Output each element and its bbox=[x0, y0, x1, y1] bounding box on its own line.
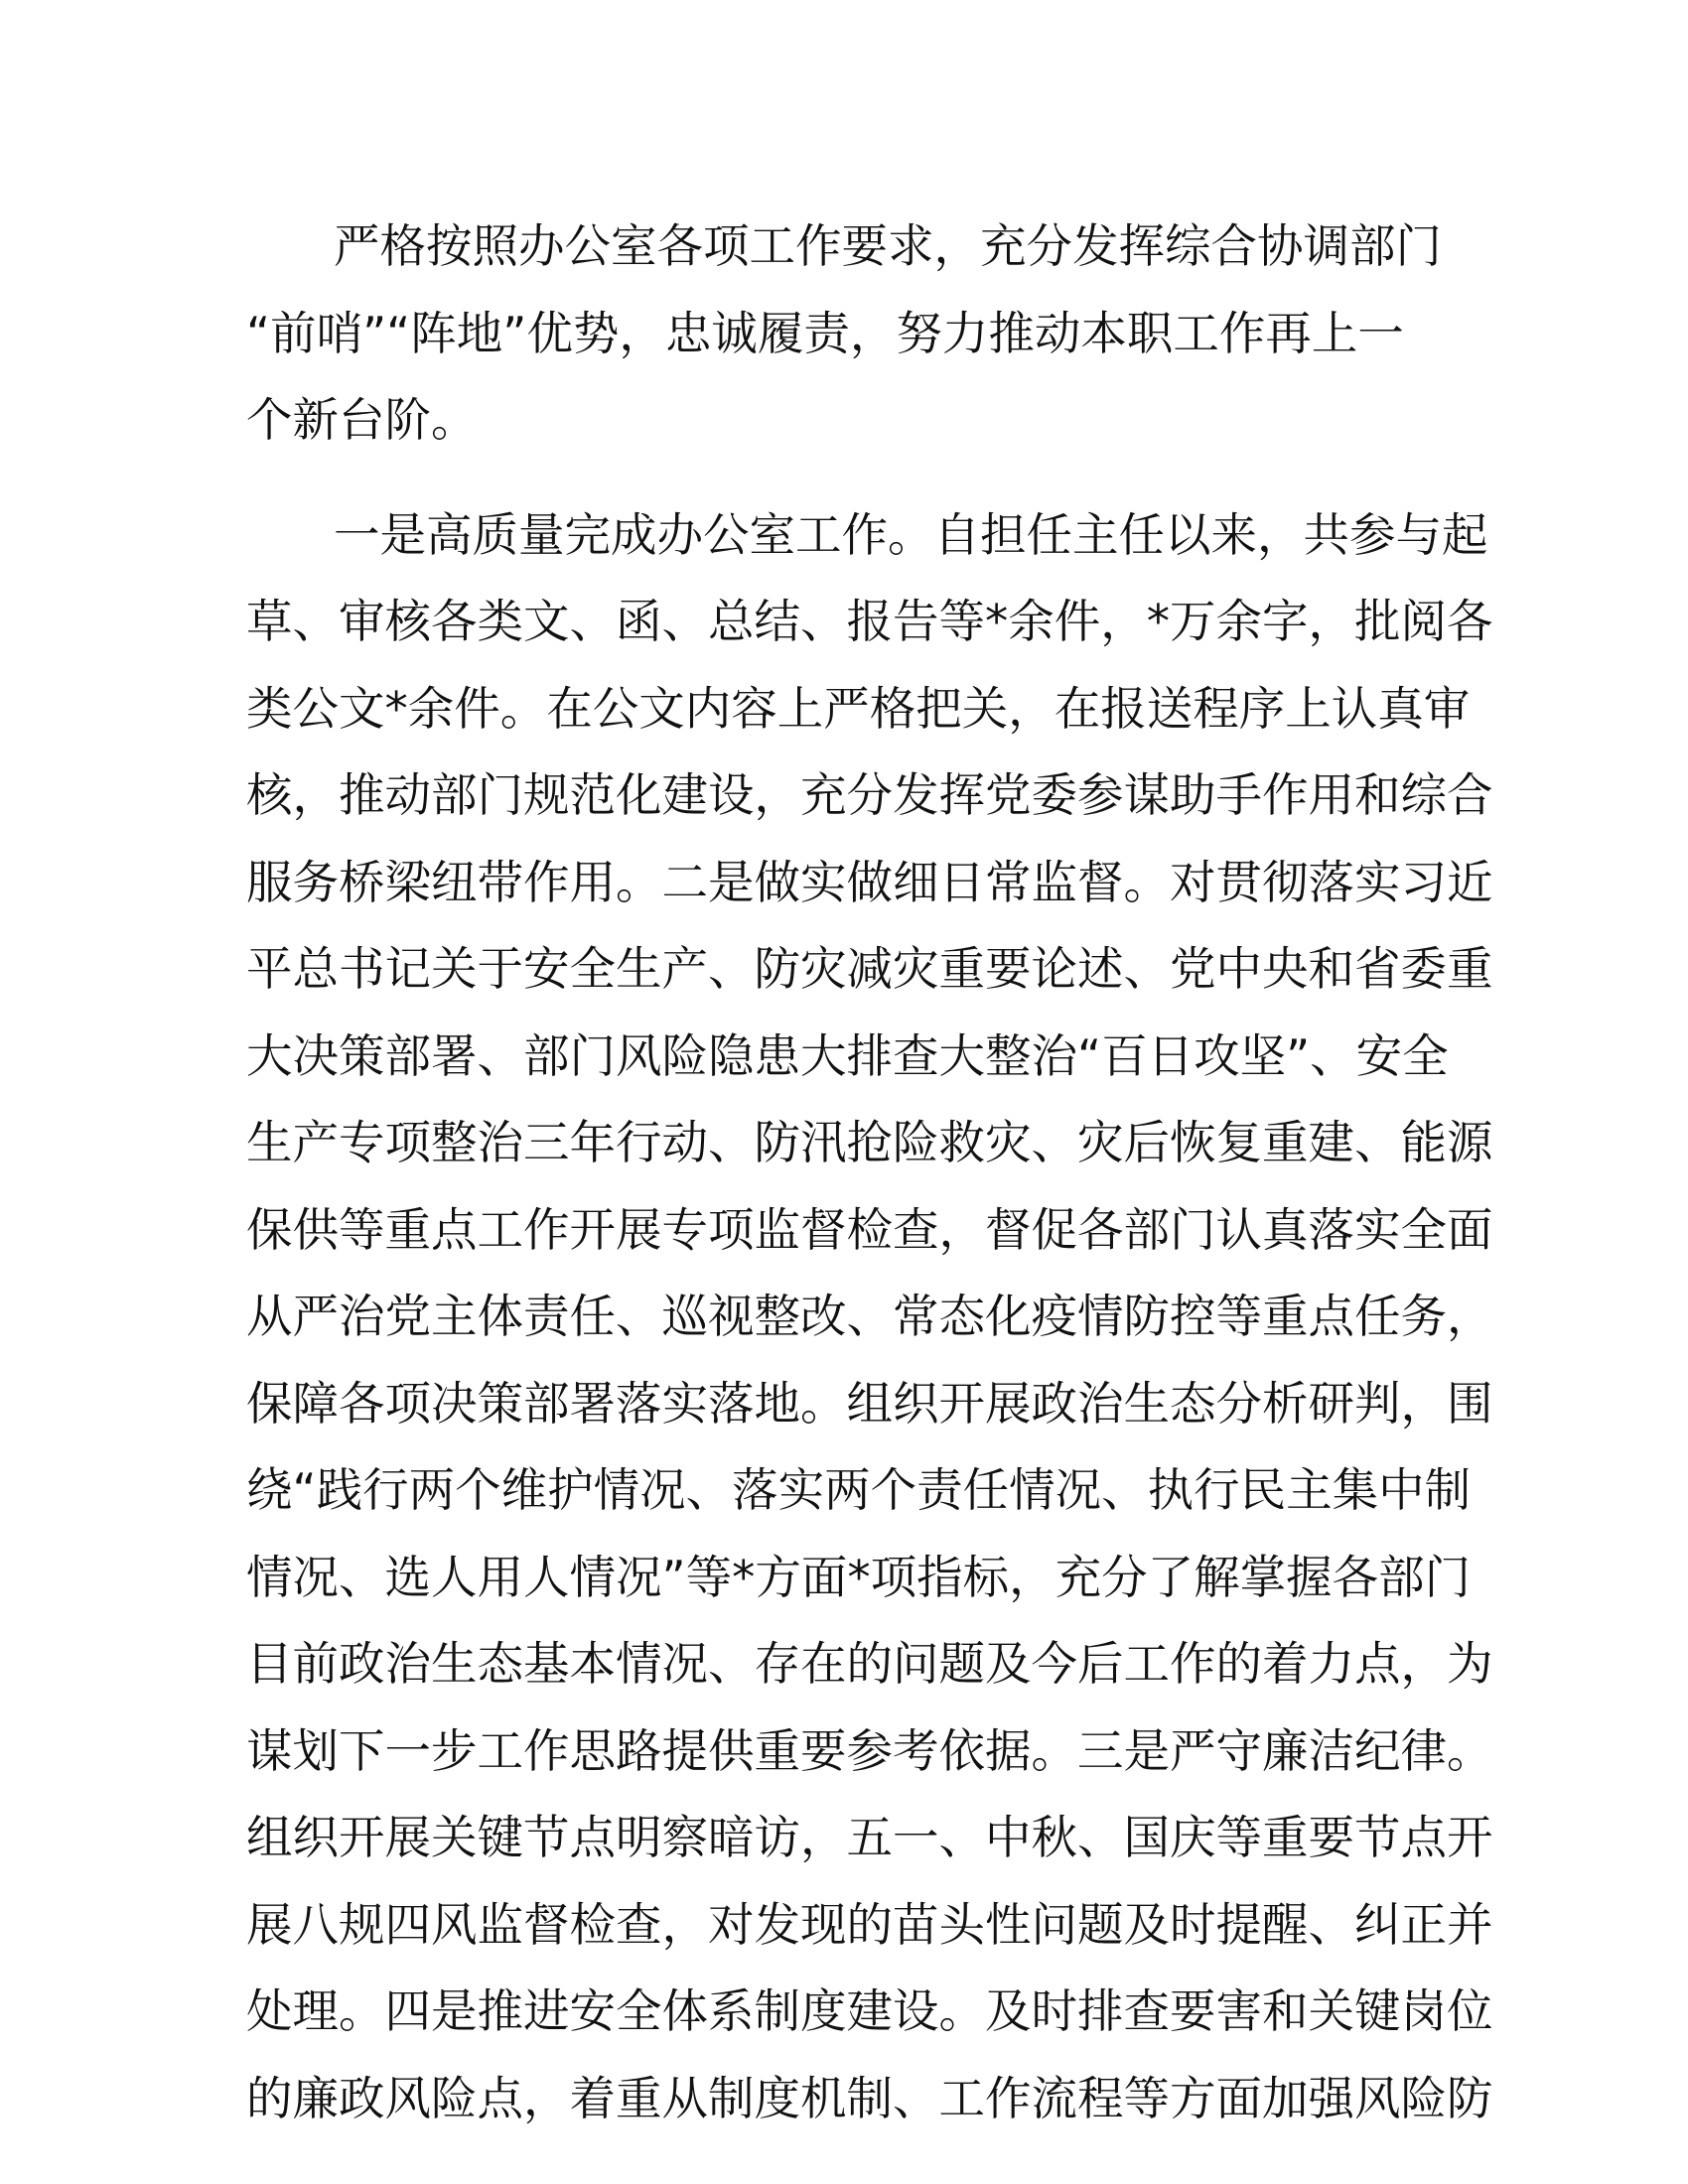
text-line: 处理。四是推进安全体系制度建设。及时排查要害和关键岗位 bbox=[246, 1984, 1493, 2038]
text-line: 组织开展关键节点明察暗访，五一、中秋、国庆等重要节点开 bbox=[246, 1811, 1493, 1864]
text-line: 个新台阶。 bbox=[246, 393, 478, 447]
text-line: 一是高质量完成办公室工作。自担任主任以来，共参与起 bbox=[334, 507, 1488, 562]
text-line: 的廉政风险点，着重从制度机制、工作流程等方面加强风险防 bbox=[246, 2071, 1493, 2125]
text-line: 平总书记关于安全生产、防灾减灾重要论述、党中央和省委重 bbox=[246, 942, 1493, 996]
text-line: 目前政治生态基本情况、存在的问题及今后工作的着力点，为 bbox=[246, 1637, 1493, 1691]
text-line: 保供等重点工作开展专项监督检查，督促各部门认真落实全面 bbox=[246, 1202, 1493, 1257]
paragraph-2 bbox=[246, 492, 1493, 2143]
text-line: 服务桥梁纽带作用。二是做实做细日常监督。对贯彻落实习近 bbox=[246, 855, 1493, 909]
text-line: “前哨”“阵地”优势，忠诚履责，努力推动本职工作再上一 bbox=[246, 306, 1404, 360]
text-line: 保障各项决策部署落实落地。组织开展政治生态分析研判，围 bbox=[246, 1376, 1493, 1431]
text-line: 大决策部署、部门风险隐患大排查大整治“百日攻坚”、安全 bbox=[246, 1028, 1449, 1083]
text-line: 类公文*余件。在公文内容上严格把关，在报送程序上认真审 bbox=[246, 681, 1471, 736]
document-body bbox=[246, 204, 1493, 2142]
text-line: 从严治党主体责任、巡视整改、常态化疫情防控等重点任务， bbox=[246, 1290, 1493, 1343]
text-line: 生产专项整治三年行动、防汛抢险救灾、灾后恢复重建、能源 bbox=[246, 1116, 1493, 1169]
text-line: 绕“践行两个维护情况、落实两个责任情况、执行民主集中制 bbox=[246, 1463, 1472, 1517]
text-line: 展八规四风监督检查，对发现的苗头性问题及时提醒、纠正并 bbox=[246, 1897, 1493, 1952]
text-line: 谋划下一步工作思路提供重要参考依据。三是严守廉洁纪律。 bbox=[246, 1723, 1493, 1778]
paragraph-1 bbox=[246, 204, 1442, 465]
text-line: 严格按照办公室各项工作要求，充分发挥综合协调部门 bbox=[334, 219, 1442, 273]
text-line: 情况、选人用人情况”等*方面*项指标，充分了解掌握各部门 bbox=[246, 1550, 1472, 1604]
text-line: 核，推动部门规范化建设，充分发挥党委参谋助手作用和综合 bbox=[246, 768, 1493, 822]
paragraph-spacer bbox=[246, 465, 1438, 492]
text-line: 草、审核各类文、函、总结、报告等*余件，*万余字，批阅各 bbox=[246, 595, 1493, 648]
